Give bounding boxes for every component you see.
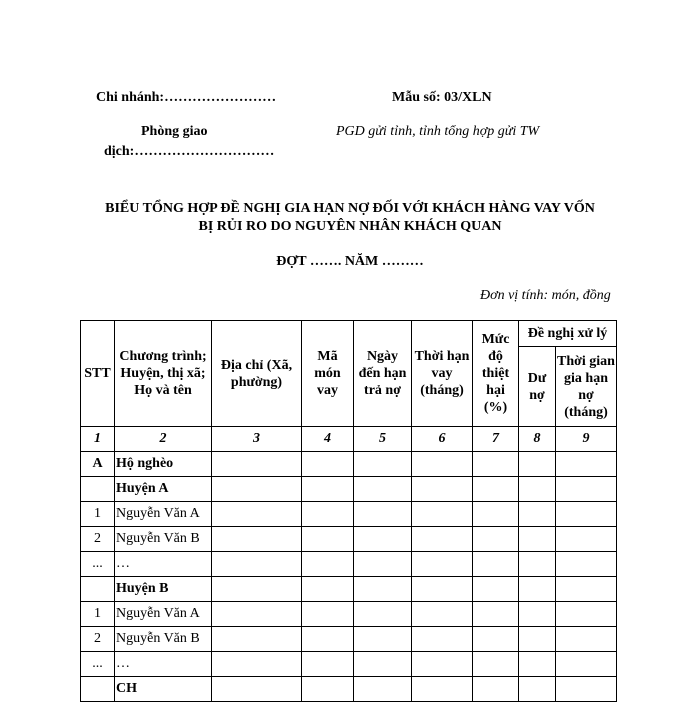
col-num-9: 9	[556, 427, 617, 452]
row-stt: ...	[81, 552, 115, 577]
header-program: Chương trình; Huyện, thị xã; Họ và tên	[115, 321, 212, 427]
empty-cell	[519, 627, 556, 652]
empty-cell	[354, 452, 412, 477]
empty-cell	[212, 452, 302, 477]
empty-cell	[473, 477, 519, 502]
empty-cell	[212, 652, 302, 677]
empty-cell	[519, 452, 556, 477]
empty-cell	[302, 577, 354, 602]
empty-cell	[473, 602, 519, 627]
empty-cell	[354, 502, 412, 527]
row-stt: A	[81, 452, 115, 477]
empty-cell	[302, 677, 354, 702]
empty-cell	[473, 652, 519, 677]
empty-cell	[473, 577, 519, 602]
empty-cell	[412, 602, 473, 627]
empty-cell	[556, 552, 617, 577]
unit-note: Đơn vị tính: món, đồng	[480, 288, 611, 303]
empty-cell	[302, 477, 354, 502]
table-row	[81, 552, 617, 577]
document-title-line2: BỊ RỦI RO DO NGUYÊN NHÂN KHÁCH QUAN	[198, 219, 502, 234]
row-stt: 2	[81, 527, 115, 552]
header-stt: STT	[81, 321, 115, 427]
empty-cell	[302, 602, 354, 627]
col-num-2: 2	[115, 427, 212, 452]
row-stt	[81, 577, 115, 602]
empty-cell	[556, 677, 617, 702]
row-stt: 1	[81, 502, 115, 527]
col-num-6: 6	[412, 427, 473, 452]
empty-cell	[302, 552, 354, 577]
empty-cell	[556, 602, 617, 627]
col-num-4: 4	[302, 427, 354, 452]
empty-cell	[212, 502, 302, 527]
row-name: Nguyễn Văn B	[115, 627, 212, 652]
row-stt	[81, 477, 115, 502]
empty-cell	[354, 677, 412, 702]
empty-cell	[473, 452, 519, 477]
row-stt: 2	[81, 627, 115, 652]
empty-cell	[556, 452, 617, 477]
empty-cell	[212, 677, 302, 702]
column-number-row	[81, 427, 617, 452]
empty-cell	[412, 577, 473, 602]
empty-cell	[412, 677, 473, 702]
empty-cell	[354, 477, 412, 502]
row-name: Nguyễn Văn A	[115, 502, 212, 527]
empty-cell	[354, 652, 412, 677]
proposal-table	[80, 320, 617, 702]
col-num-3: 3	[212, 427, 302, 452]
header-proposal: Đề nghị xử lý	[519, 321, 617, 347]
empty-cell	[212, 577, 302, 602]
empty-cell	[556, 577, 617, 602]
header-extension: Thời gian gia hạn nợ (tháng)	[556, 347, 617, 427]
table-row	[81, 627, 617, 652]
header-address: Địa chỉ (Xã, phường)	[212, 321, 302, 427]
document-title-line1: BIỂU TỔNG HỢP ĐỀ NGHỊ GIA HẠN NỢ ĐỐI VỚI KHÁCH HÀNG VAY VỐN	[105, 201, 595, 216]
empty-cell	[212, 477, 302, 502]
empty-cell	[412, 627, 473, 652]
empty-cell	[556, 477, 617, 502]
empty-cell	[302, 452, 354, 477]
table-row	[81, 477, 617, 502]
empty-cell	[556, 502, 617, 527]
empty-cell	[302, 527, 354, 552]
empty-cell	[302, 627, 354, 652]
empty-cell	[212, 552, 302, 577]
empty-cell	[519, 677, 556, 702]
empty-cell	[519, 527, 556, 552]
form-number: Mẫu số: 03/XLN	[392, 90, 492, 105]
table-row	[81, 602, 617, 627]
empty-cell	[473, 627, 519, 652]
empty-cell	[473, 677, 519, 702]
period-line: ĐỢT ……. NĂM ………	[276, 254, 424, 269]
row-name: CH	[115, 677, 212, 702]
empty-cell	[354, 602, 412, 627]
col-num-5: 5	[354, 427, 412, 452]
office-label-line2: dịch:…………………………	[104, 144, 275, 159]
row-name: …	[115, 552, 212, 577]
table-row	[81, 502, 617, 527]
empty-cell	[519, 577, 556, 602]
empty-cell	[412, 652, 473, 677]
routing-note: PGD gửi tỉnh, tỉnh tổng hợp gửi TW	[336, 124, 540, 139]
empty-cell	[473, 527, 519, 552]
empty-cell	[519, 502, 556, 527]
col-num-1: 1	[81, 427, 115, 452]
empty-cell	[519, 552, 556, 577]
empty-cell	[473, 502, 519, 527]
empty-cell	[302, 652, 354, 677]
office-label-line1: Phòng giao	[141, 124, 208, 139]
table-row	[81, 577, 617, 602]
table-row	[81, 652, 617, 677]
empty-cell	[412, 477, 473, 502]
empty-cell	[412, 527, 473, 552]
table-row	[81, 452, 617, 477]
row-name: Nguyễn Văn B	[115, 527, 212, 552]
empty-cell	[412, 452, 473, 477]
empty-cell	[212, 627, 302, 652]
empty-cell	[556, 627, 617, 652]
empty-cell	[354, 627, 412, 652]
header-term: Thời hạn vay (tháng)	[412, 321, 473, 427]
empty-cell	[519, 652, 556, 677]
empty-cell	[412, 502, 473, 527]
row-name: …	[115, 652, 212, 677]
col-num-7: 7	[473, 427, 519, 452]
empty-cell	[519, 602, 556, 627]
col-num-8: 8	[519, 427, 556, 452]
empty-cell	[354, 552, 412, 577]
row-stt	[81, 677, 115, 702]
table-row	[81, 527, 617, 552]
empty-cell	[412, 552, 473, 577]
row-name: Hộ nghèo	[115, 452, 212, 477]
table-row	[81, 677, 617, 702]
header-balance: Dư nợ	[519, 347, 556, 427]
empty-cell	[556, 527, 617, 552]
header-damage: Mức độ thiệt hại (%)	[473, 321, 519, 427]
empty-cell	[556, 652, 617, 677]
header-loan-code: Mã món vay	[302, 321, 354, 427]
row-stt: ...	[81, 652, 115, 677]
row-stt: 1	[81, 602, 115, 627]
empty-cell	[473, 552, 519, 577]
empty-cell	[212, 602, 302, 627]
empty-cell	[354, 577, 412, 602]
empty-cell	[302, 502, 354, 527]
empty-cell	[354, 527, 412, 552]
header-due-date: Ngày đến hạn trả nợ	[354, 321, 412, 427]
table-body	[81, 452, 617, 702]
row-name: Huyện A	[115, 477, 212, 502]
empty-cell	[212, 527, 302, 552]
empty-cell	[519, 477, 556, 502]
branch-label: Chi nhánh:……………………	[96, 90, 277, 105]
row-name: Huyện B	[115, 577, 212, 602]
row-name: Nguyễn Văn A	[115, 602, 212, 627]
